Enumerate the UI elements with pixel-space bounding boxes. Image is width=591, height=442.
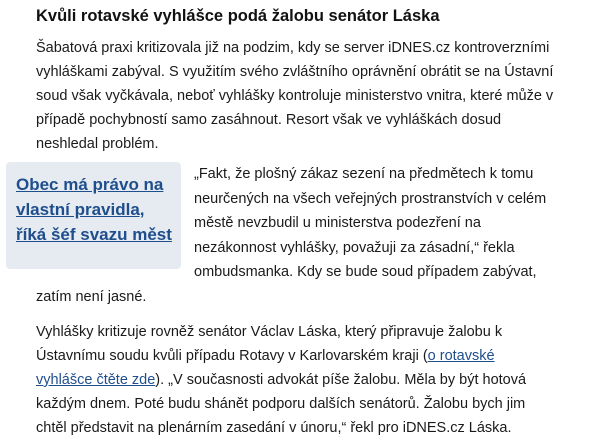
related-article-link[interactable]: Obec má právo na vlastní pravidla, říká šéf svazu měst bbox=[16, 175, 172, 244]
paragraph-3 bbox=[36, 320, 554, 440]
related-article-box bbox=[6, 162, 181, 269]
section-heading: Kvůli rotavské vyhlášce podá žalobu senátor Láska bbox=[36, 7, 440, 25]
paragraph-2-text: „Fakt, že plošný zákaz sezení na předmětech k tomu neurčených na všech veřejných prostranstvích v celém městě nevzbudil u ministerstva podezření na nezákonnost vyhlášky, považuji za zásadní,“ řekla ombudsmanka. Kdy se bude soud případem zabývat, zatím není jasné. bbox=[36, 166, 547, 305]
paragraph-3-text-end: ). „V současnosti advokát píše žalobu. Měla by být hotová každým dnem. Poté budu shánět podporu dalších senátorů. Žalobu bych jim chtěl představit na plenárním zasedání v únoru,“ řekl pro iDNES.cz Láska. bbox=[36, 372, 527, 436]
rotava-decree-link[interactable]: o rotavské vyhlášce čtěte zde bbox=[36, 348, 495, 388]
paragraph-1: Šabatová praxi kritizovala již na podzim, kdy se server iDNES.cz kontroverzními vyhláškami zabýval. S využitím svého zvláštního oprávnění obrátit se na Ústavní soud však vyčkávala, neboť vyhlášky kontroluje ministerstvo vnitra, které může v případě pochybností samo zasáhnout. Resort však ve vyhláškách dosud neshledal problém. bbox=[36, 40, 554, 152]
paragraph-3-text-start: Vyhlášky kritizuje rovněž senátor Václav Láska, který připravuje žalobu k Ústavnímu soudu kvůli případu Rotavy v Karlovarském kraji ( bbox=[36, 324, 503, 364]
